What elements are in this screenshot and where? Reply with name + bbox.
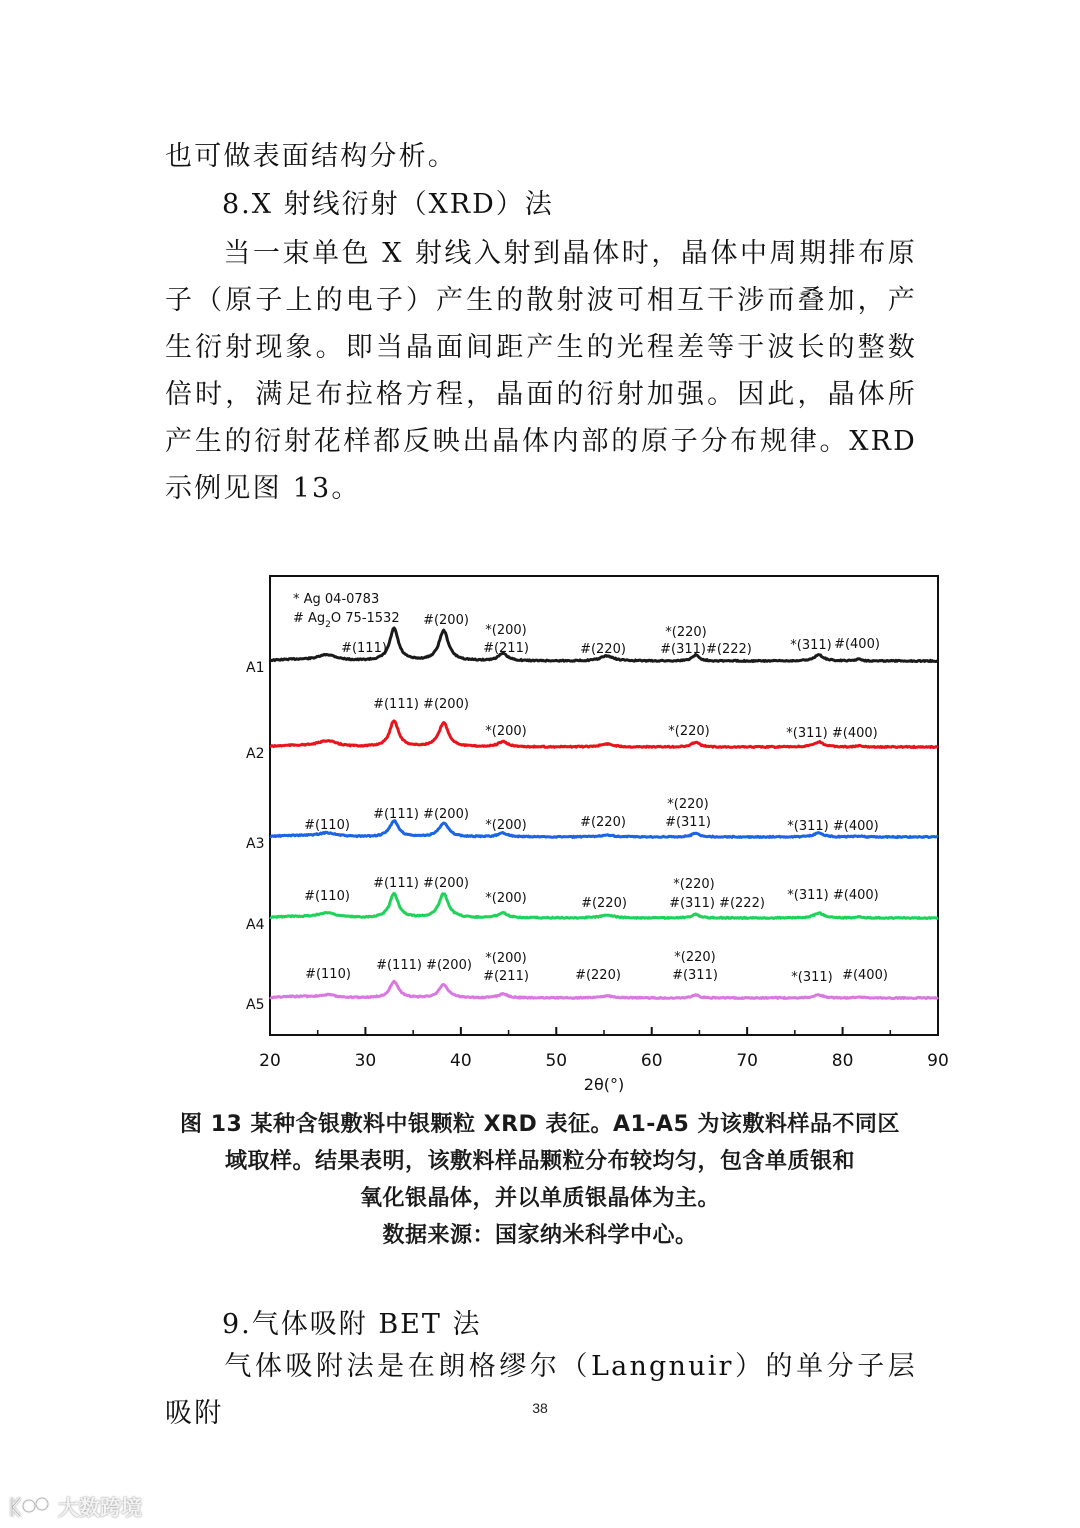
peak-annotation: #(211): [483, 641, 529, 656]
section-9-paragraph: [165, 1343, 917, 1437]
page-number: 38: [532, 1400, 548, 1416]
legend-ag: * Ag 04-0783: [293, 592, 380, 607]
peak-annotation: #(110): [304, 818, 350, 833]
xrd-chart: [230, 560, 960, 1104]
figure-caption: [160, 1106, 920, 1254]
peak-annotation: #(111) #(200): [376, 958, 472, 973]
watermark: [8, 1492, 142, 1522]
caption-line-3: 氧化银晶体，并以单质银晶体为主。: [359, 1186, 720, 1211]
series-label-a2: A2: [246, 746, 265, 762]
peak-annotation: #(220): [580, 815, 626, 830]
peak-annotation: *(200): [485, 818, 527, 833]
peak-annotation: *(220): [668, 724, 710, 739]
peak-annotation: *(200): [485, 891, 527, 906]
peak-annotation: *(311) #(400): [786, 726, 878, 741]
peak-annotation: *(220): [674, 950, 716, 965]
xrd-plot-svg: [230, 560, 960, 1100]
section-9-heading: 9.气体吸附 BET 法: [222, 1309, 482, 1340]
peak-annotation: *(200): [485, 724, 527, 739]
peak-annotation: #(220): [575, 968, 621, 983]
peak-annotation: #(111) #(200): [373, 697, 469, 712]
x-tick-label: 40: [450, 1051, 472, 1071]
series-a5-line: [270, 981, 938, 998]
peak-annotation: #(110): [304, 889, 350, 904]
peak-annotation: *(311) #(400): [787, 888, 879, 903]
peak-annotation: #(400): [834, 637, 880, 652]
section-9-text: 气体吸附法是在朗格缪尔（Langnuir）的单分子层吸附: [165, 1351, 917, 1429]
intro-line: 也可做表面结构分析。: [165, 141, 457, 172]
peak-annotation: *(220): [673, 877, 715, 892]
watermark-logo-icon: [8, 1494, 52, 1520]
peak-annotation: #(220): [580, 642, 626, 657]
peak-annotation: *(311) #(400): [787, 819, 879, 834]
peak-annotation: #(111) #(200): [373, 807, 469, 822]
watermark-text: 大数跨境: [58, 1496, 142, 1520]
peak-annotation: *(200): [485, 623, 527, 638]
peak-annotation: #(111): [341, 641, 387, 656]
peak-annotation: #(211): [483, 969, 529, 984]
x-tick-label: 50: [545, 1051, 568, 1071]
section-8-text: 当一束单色 X 射线入射到晶体时，晶体中周期排布原子（原子上的电子）产生的散射波可相互干涉而叠加，产生衍射现象。即当晶面间距产生的光程差等于波长的整数倍时，满足布拉格方程，晶面的衍射加强。因此，晶体所产生的衍射花样都反映出晶体内部的原子分布规律。XRD 示例见图 13。: [165, 238, 917, 504]
peak-annotation: #(110): [305, 967, 351, 982]
peak-annotation: *(200): [485, 951, 527, 966]
peak-annotation: *(311): [791, 970, 833, 985]
series-label-a1: A1: [246, 660, 265, 676]
peak-annotation: #(220): [581, 896, 627, 911]
peak-annotation: #(311): [672, 968, 718, 983]
legend-ag2o: # $Ag_2O$ 75-1532: [293, 611, 400, 630]
series-label-a3: A3: [246, 836, 265, 852]
series-label-a5: A5: [246, 997, 265, 1013]
x-tick-label: 70: [736, 1051, 758, 1071]
peak-annotation: #(311) #(222): [669, 896, 765, 911]
section-8-paragraph: [165, 230, 917, 512]
peak-annotation: #(400): [842, 968, 888, 983]
x-tick-label: 80: [831, 1051, 854, 1071]
x-tick-label: 90: [927, 1051, 949, 1071]
peak-annotation: #(311)#(222): [660, 642, 752, 657]
section-8-heading: 8.X 射线衍射（XRD）法: [222, 189, 554, 220]
peak-annotation: *(220): [667, 797, 709, 812]
x-tick-label: 20: [259, 1051, 281, 1071]
peak-annotation: #(111) #(200): [373, 876, 469, 891]
x-tick-label: 60: [640, 1051, 663, 1071]
x-axis-label: 2θ(°): [583, 1075, 625, 1094]
caption-line-2: 域取样。结果表明，该敷料样品颗粒分布较均匀，包含单质银和: [224, 1149, 855, 1174]
series-label-a4: A4: [246, 917, 265, 933]
peak-annotation: *(311): [790, 638, 832, 653]
x-tick-label: 30: [354, 1051, 377, 1071]
peak-annotation: *(220): [665, 625, 707, 640]
peak-annotation: #(311): [665, 815, 711, 830]
caption-line-1: 图 13 某种含银敷料中银颗粒 XRD 表征。A1-A5 为该敷料样品不同区: [180, 1112, 900, 1137]
caption-source: 数据来源：国家纳米科学中心。: [382, 1223, 698, 1248]
peak-annotation: #(200): [423, 613, 469, 628]
